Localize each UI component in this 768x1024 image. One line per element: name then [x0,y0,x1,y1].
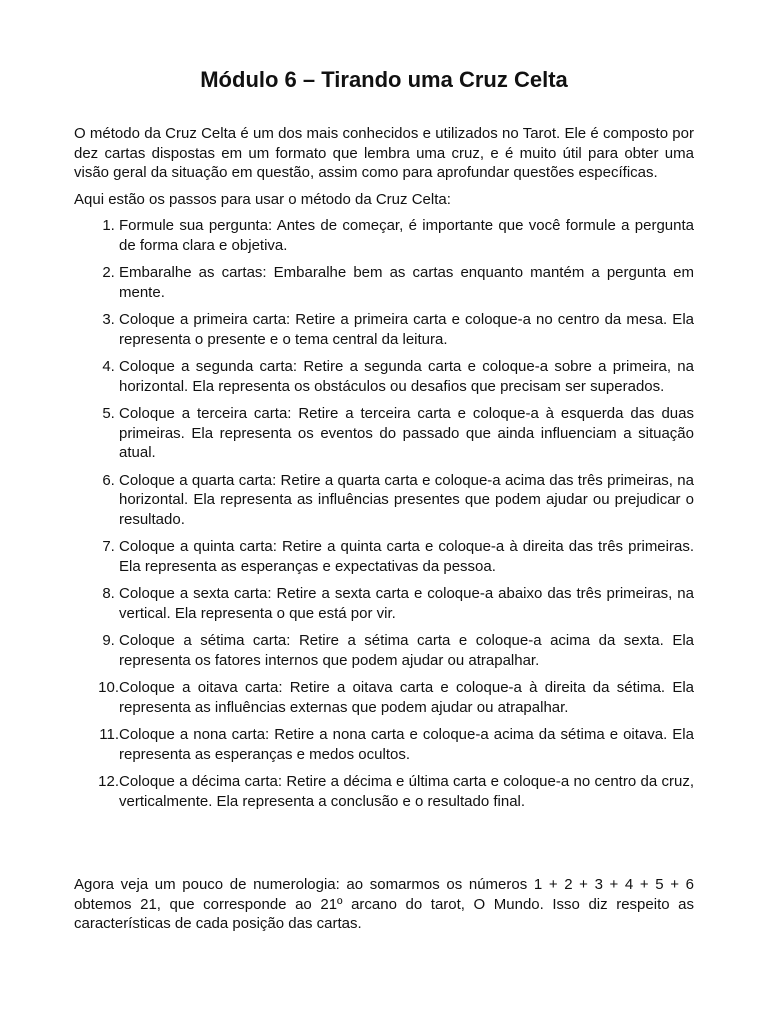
step-text: Coloque a quarta carta: Retire a quarta carta e coloque-a acima das três primeiras, na horizontal. Ela representa as influências presentes que podem ajudar ou prejudicar o resultado. [119,471,694,528]
list-item [74,537,694,576]
list-item [74,584,694,623]
step-text: Formule sua pergunta: Antes de começar, é importante que você formule a pergunta de forma clara e objetiva. [119,217,694,254]
step-number: 8. [102,585,119,602]
list-item [74,772,694,811]
step-text: Coloque a nona carta: Retire a nona carta e coloque-a acima da sétima e oitava. Ela representa as esperanças e medos ocultos. [119,726,694,763]
intro-paragraph: O método da Cruz Celta é um dos mais conhecidos e utilizados no Tarot. Ele é composto por dez cartas dispostas em um formato que lembra uma cruz, e é muito útil para obter uma visão geral da situação em questão, assim como para aprofundar questões específicas. [74,125,694,181]
step-text: Coloque a primeira carta: Retire a primeira carta e coloque-a no centro da mesa. Ela representa o presente e o tema central da leitura. [119,311,694,348]
document-page [74,64,694,934]
list-item [74,631,694,670]
lead-paragraph: Aqui estão os passos para usar o método da Cruz Celta: [74,190,451,208]
step-number: 1. [102,217,119,234]
document-title: Módulo 6 – Tirando uma Cruz Celta [200,67,568,92]
list-item [74,216,694,255]
steps-list [74,216,694,811]
step-number: 5. [102,405,119,422]
closing-paragraph: Agora veja um pouco de numerologia: ao somarmos os números 1 + 2 + 3 + 4 + 5 + 6 obtemos 21, que corresponde ao 21º arcano do tarot, O Mundo. Isso diz respeito as características de cada posição das cartas. [74,876,694,932]
spacer [74,819,694,875]
list-item [74,404,694,463]
list-item [74,678,694,717]
step-number: 12. [98,773,119,790]
step-number: 7. [102,538,119,555]
step-text: Coloque a terceira carta: Retire a terceira carta e coloque-a à esquerda das duas primeiras. Ela representa os eventos do passado que ainda influenciam a situação atual. [119,405,694,461]
list-item [74,471,694,530]
list-item [74,725,694,764]
list-item [74,310,694,349]
step-number: 10. [98,679,119,696]
step-text: Coloque a sexta carta: Retire a sexta carta e coloque-a abaixo das três primeiras, na vertical. Ela representa o que está por vir. [119,585,694,622]
step-number: 2. [102,264,119,281]
step-text: Coloque a décima carta: Retire a décima e última carta e coloque-a no centro da cruz, verticalmente. Ela representa a conclusão e o resultado final. [119,773,694,810]
step-text: Coloque a quinta carta: Retire a quinta carta e coloque-a à direita das três primeiras. Ela representa as esperanças e expectativas da pessoa. [119,538,694,575]
step-text: Embaralhe as cartas: Embaralhe bem as cartas enquanto mantém a pergunta em mente. [119,264,694,301]
list-item [74,357,694,396]
step-text: Coloque a segunda carta: Retire a segunda carta e coloque-a sobre a primeira, na horizontal. Ela representa os obstáculos ou desafios que precisam ser superados. [119,358,694,395]
step-number: 11. [99,726,119,743]
step-number: 6. [102,471,119,489]
step-number: 9. [102,632,119,649]
step-number: 3. [102,311,119,328]
step-text: Coloque a oitava carta: Retire a oitava carta e coloque-a à direita da sétima. Ela representa as influências externas que podem ajudar ou atrapalhar. [119,679,694,716]
list-item [74,263,694,302]
step-number: 4. [102,358,119,375]
step-text: Coloque a sétima carta: Retire a sétima carta e coloque-a acima da sexta. Ela representa os fatores internos que podem ajudar ou atrapalhar. [119,632,694,669]
